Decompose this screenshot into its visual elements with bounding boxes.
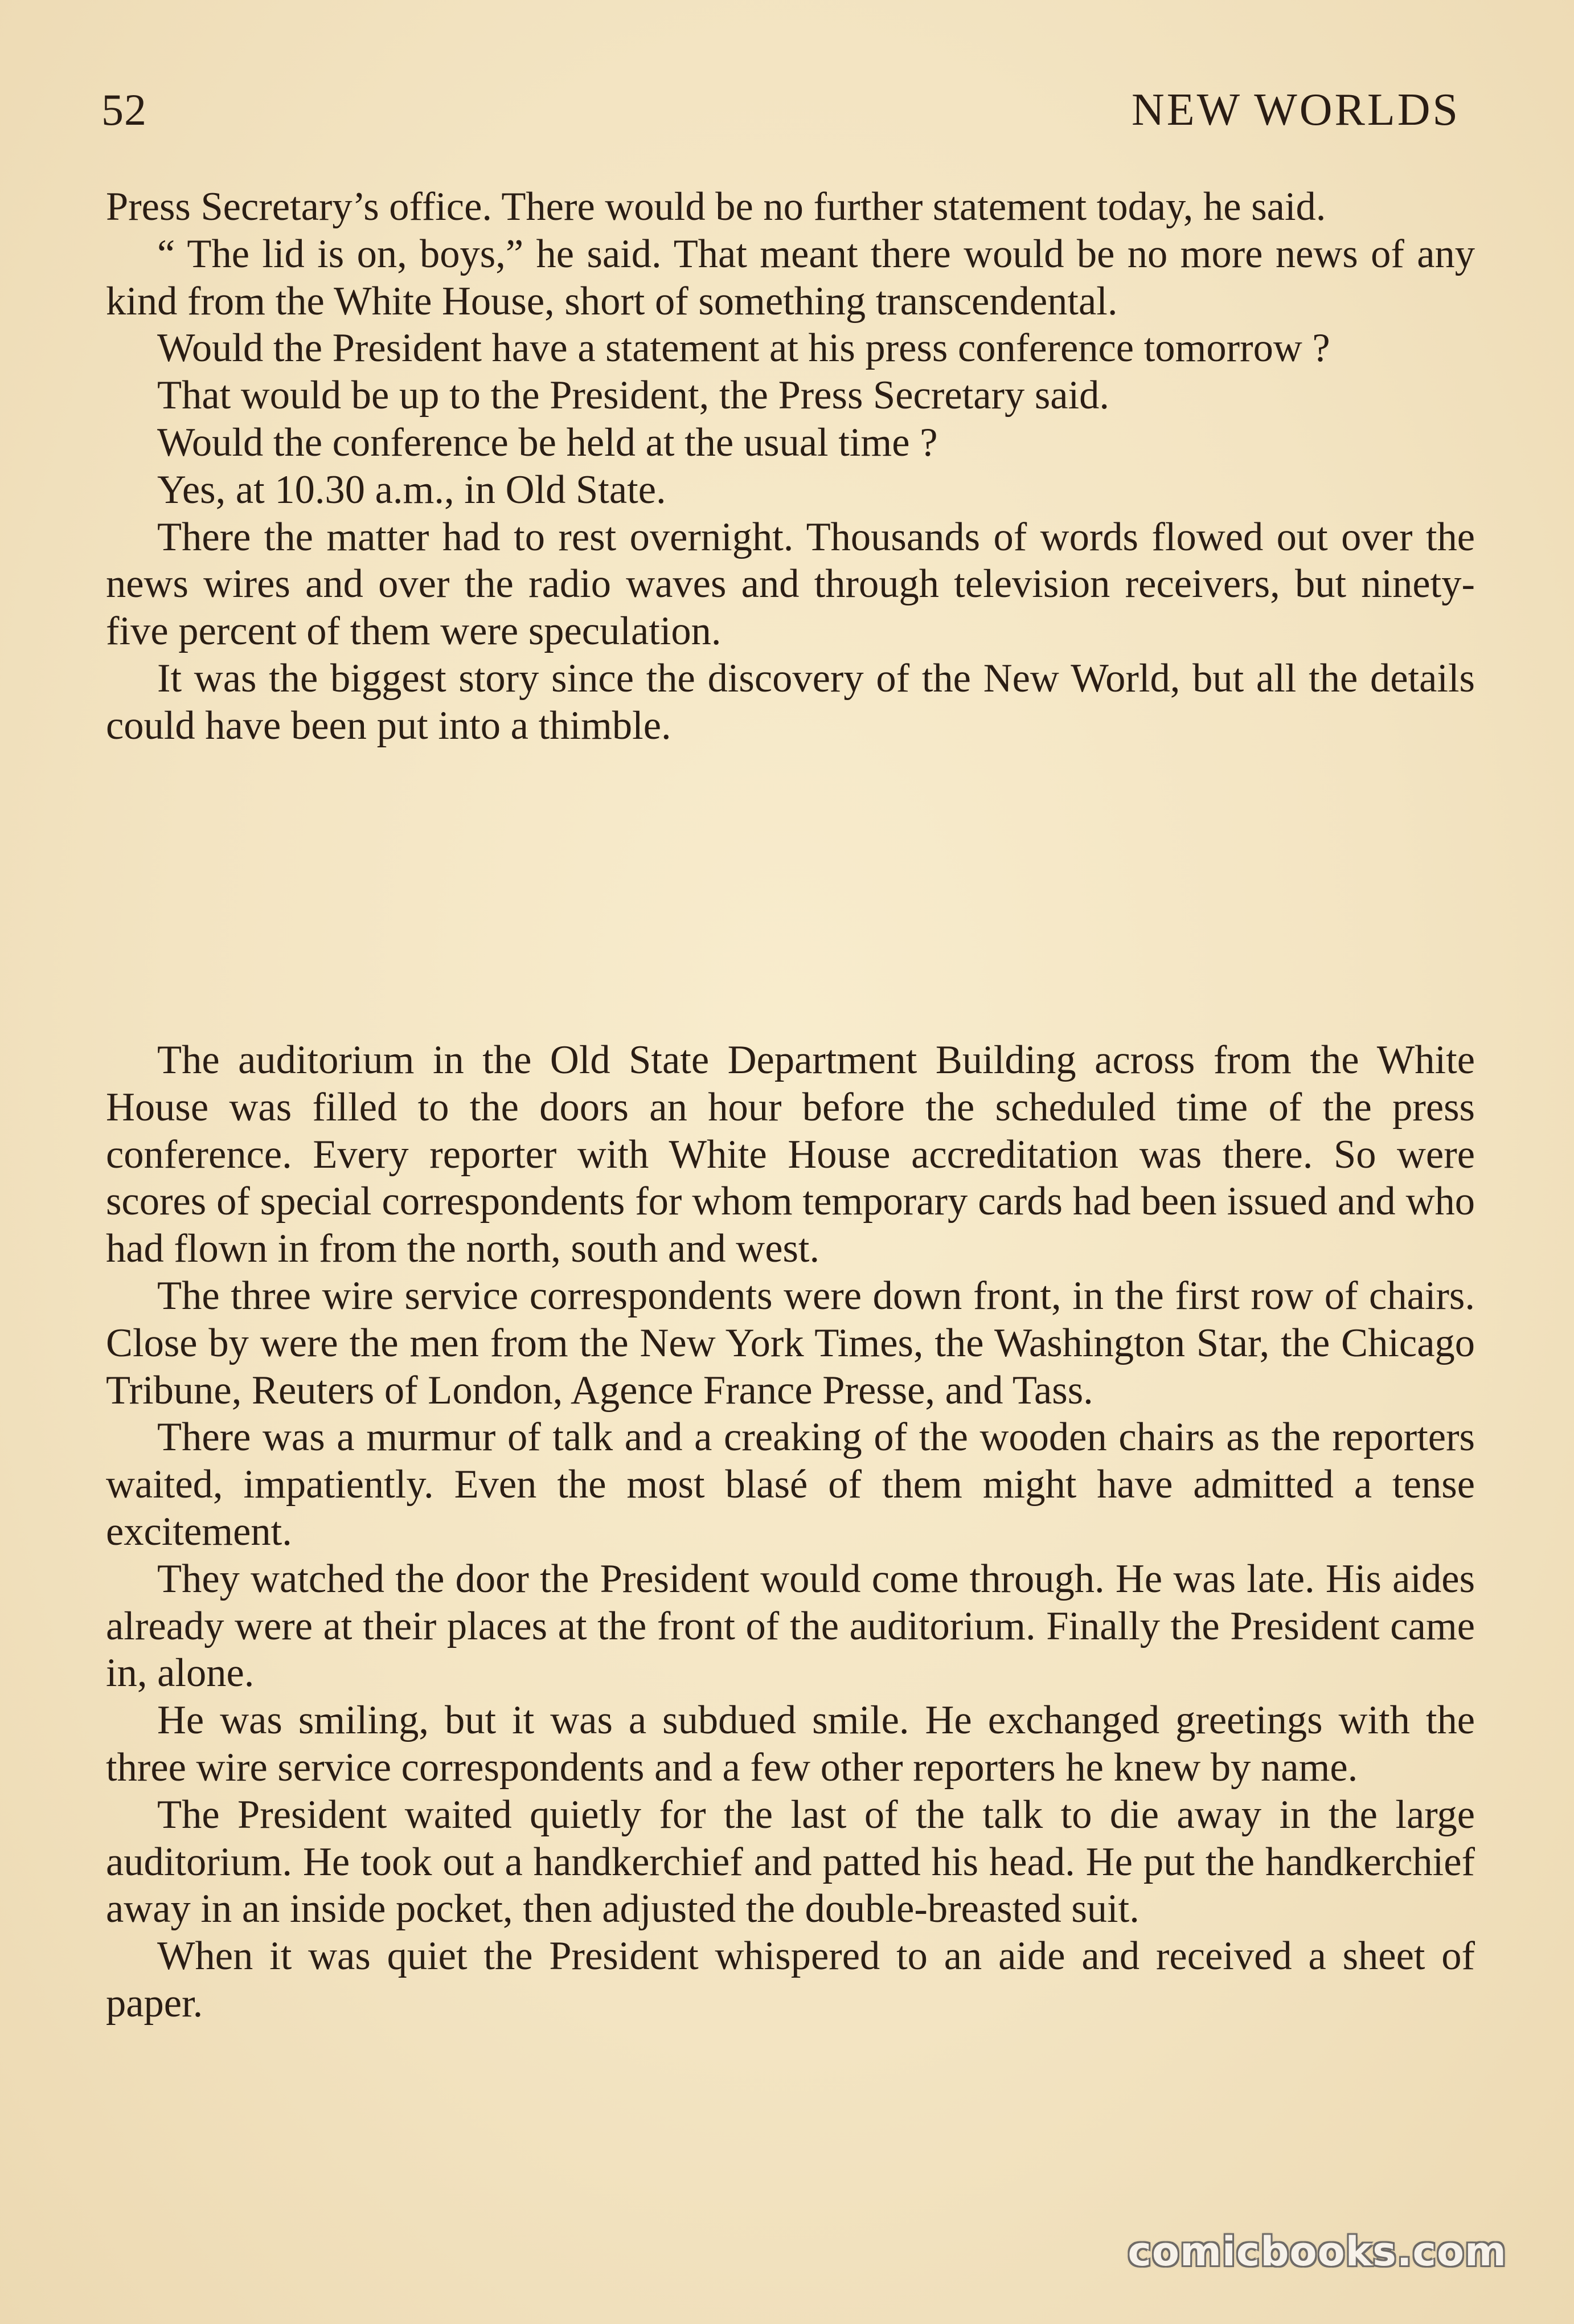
watermark: comicbooks.com [1128, 2228, 1507, 2275]
paragraph: That would be up to the President, the Press Secretary said. [157, 373, 1110, 418]
paragraph: He was smiling, but it was a subdued smile. He exchanged greetings with the three wire service correspondents and a few other reporters he knew by name. [106, 1698, 1475, 1790]
paragraph: Would the conference be held at the usual time ? [157, 420, 938, 465]
paragraph: Would the President have a statement at his press conference tomorrow ? [157, 326, 1330, 371]
paragraph: The auditorium in the Old State Department Building across from the White House was filled to the doors an hour before the scheduled time of the press conference. Every reporter with White House accreditation was there. So were scores of special correspondents for whom temporary cards had been issued and who had flown in from the north, south and west. [106, 1038, 1475, 1271]
text-section-1 [106, 183, 1475, 750]
paragraph: They watched the door the President would come through. He was late. His aides already were at their places at the front of the auditorium. Finally the President came in, alone. [106, 1556, 1475, 1696]
paragraph: There the matter had to rest overnight. Thousands of words flowed out over the news wires and over the radio waves and through television receivers, but ninety-five percent of them were speculation. [106, 514, 1475, 654]
paragraph: It was the biggest story since the discovery of the New World, but all the details could have been put into a thimble. [106, 656, 1475, 748]
paragraph: When it was quiet the President whispered to an aide and received a sheet of paper. [106, 1934, 1475, 2026]
paragraph: The President waited quietly for the last of the talk to die away in the large auditorium. He took out a handkerchief and patted his head. He put the handkerchief away in an inside pocket, then adjusted the double-breasted suit. [106, 1792, 1475, 1932]
paragraph: “ The lid is on, boys,” he said. That meant there would be no more news of any kind from the White House, short of something transcendental. [106, 231, 1475, 324]
paragraph: Press Secretary’s office. There would be no further statement today, he said. [106, 185, 1326, 229]
page-number: 52 [101, 85, 147, 134]
paragraph: Yes, at 10.30 a.m., in Old State. [157, 467, 666, 512]
paragraph: There was a murmur of talk and a creaking of the wooden chairs as the reporters waited, impatiently. Even the most blasé of them might have admitted a tense excitement. [106, 1415, 1475, 1554]
running-title: NEW WORLDS [1131, 85, 1460, 135]
paragraph: The three wire service correspondents were down front, in the first row of chairs. Close by were the men from the New York Times, the Washington Star, the Chicago Tribune, Reuters of London, Agence France Presse, and Tass. [106, 1273, 1475, 1413]
running-head [101, 84, 1460, 147]
text-section-2 [106, 1037, 1475, 2027]
